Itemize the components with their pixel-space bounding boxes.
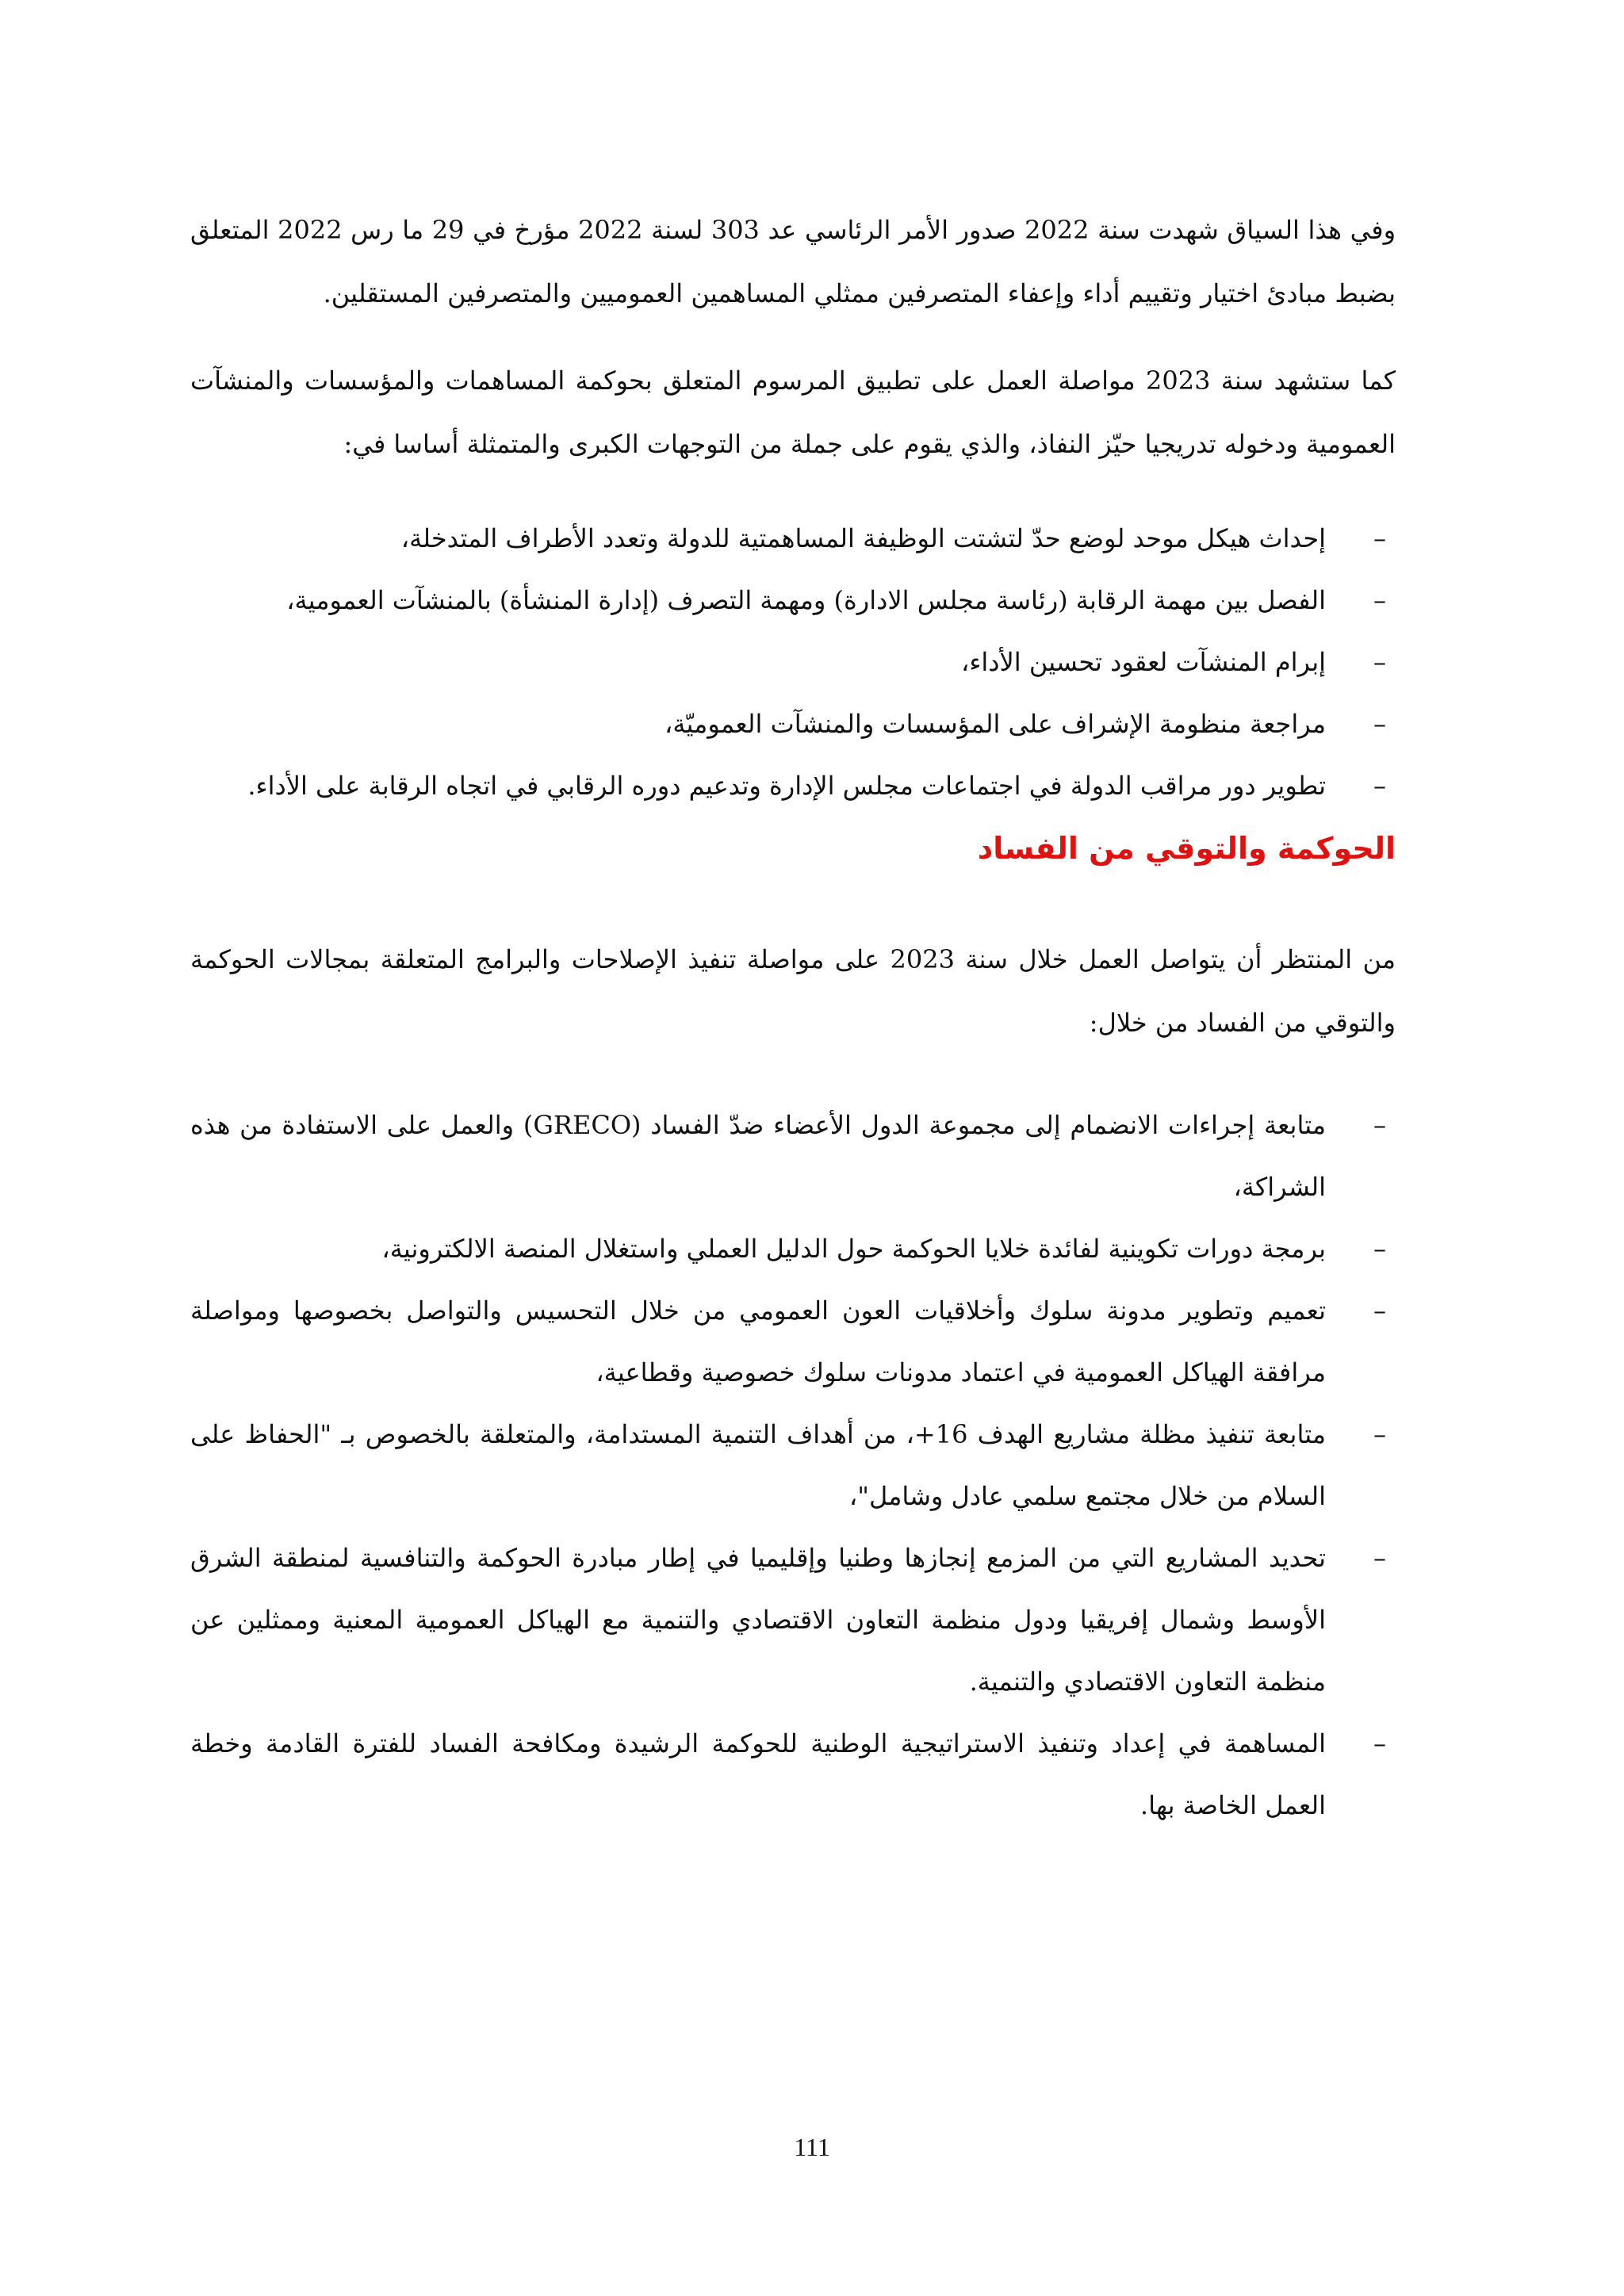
list-item-text: إبرام المنشآت لعقود تحسين الأداء، (961, 647, 1326, 677)
paragraph-governance-order: وفي هذا السياق شهدت سنة 2022 صدور الأمر الرئاسي عد 303 لسنة 2022 مؤرخ في 29 ما رس 2022 المتعلق بضبط مبادئ اختيار وتقييم أداء وإعفاء المتصرفين ممثلي المساهمين العموميين والمتصرفين المستقلين. (190, 215, 1396, 308)
anticorruption-measures-list (190, 1094, 1396, 1836)
list-item (190, 507, 1396, 569)
dash-bullet: – (1373, 771, 1386, 801)
list-item (190, 631, 1396, 693)
dash-bullet: – (1373, 585, 1386, 615)
list-item-text: تحديد المشاريع التي من المزمع إنجازها وطنيا وإقليميا في إطار مبادرة الحوكمة والتنافسية لمنطقة الشرق الأوسط وشمال إفريقيا ودول منظمة التعاون الاقتصادي والتنمية مع الهياكل العمومية المعنية وممثلين عن منظمة التعاون الاقتصادي والتنمية. (190, 1543, 1326, 1697)
list-item (190, 1712, 1396, 1836)
list-item-text: مراجعة منظومة الإشراف على المؤسسات والمنشآت العموميّة، (665, 709, 1326, 739)
dash-bullet: – (1373, 709, 1386, 739)
list-item (190, 755, 1396, 817)
paragraph-anticorruption-intro: من المنتظر أن يتواصل العمل خلال سنة 2023 على مواصلة تنفيذ الإصلاحات والبرامج المتعلقة بمجالات الحوكمة والتوقي من الفساد من خلال: (190, 944, 1396, 1038)
dash-bullet: – (1373, 1728, 1386, 1758)
dash-bullet: – (1373, 647, 1386, 677)
dash-bullet: – (1373, 1295, 1386, 1326)
list-item-text: متابعة تنفيذ مظلة مشاريع الهدف 16+، من أهداف التنمية المستدامة، والمتعلقة بالخصوص بـ "الحفاظ على السلام من خلال مجتمع سلمي عادل وشامل"، (190, 1419, 1327, 1511)
list-item (190, 1218, 1396, 1280)
page-number: 111 (794, 2133, 830, 2161)
list-item (190, 1403, 1396, 1527)
list-item-text: الفصل بين مهمة الرقابة (رئاسة مجلس الادارة) ومهمة التصرف (إدارة المنشأة) بالمنشآت العمومية، (286, 585, 1326, 615)
list-item-text: إحداث هيكل موحد لوضع حدّ لتشتت الوظيفة المساهمتية للدولة وتعدد الأطراف المتدخلة، (400, 523, 1326, 553)
dash-bullet: – (1373, 523, 1386, 553)
list-item (190, 1094, 1396, 1218)
dash-bullet: – (1373, 1543, 1386, 1573)
list-item (190, 1527, 1396, 1712)
dash-bullet: – (1373, 1419, 1386, 1449)
section-heading: الحوكمة والتوقي من الفساد (977, 831, 1396, 866)
document-page (190, 198, 1396, 1836)
list-item-text: متابعة إجراءات الانضمام إلى مجموعة الدول الأعضاء ضدّ الفساد (GRECO) والعمل على الاستفادة من هذه الشراكة، (190, 1110, 1327, 1202)
list-item (190, 693, 1396, 755)
paragraph-decree-application: كما ستشهد سنة 2023 مواصلة العمل على تطبيق المرسوم المتعلق بحوكمة المساهمات والمؤسسات والمنشآت العمومية ودخوله تدريجيا حيّز النفاذ، والذي يقوم على جملة من التوجهات الكبرى والمتمثلة أساسا في: (190, 365, 1396, 459)
orientations-list (190, 507, 1396, 817)
list-item (190, 569, 1396, 631)
list-item-text: برمجة دورات تكوينية لفائدة خلايا الحوكمة حول الدليل العملي واستغلال المنصة الالكترونية، (381, 1234, 1326, 1264)
dash-bullet: – (1373, 1110, 1386, 1140)
list-item (190, 1280, 1396, 1403)
list-item-text: تطوير دور مراقب الدولة في اجتماعات مجلس الإدارة وتدعيم دوره الرقابي في اتجاه الرقابة على الأداء. (247, 771, 1326, 801)
list-item-text: تعميم وتطوير مدونة سلوك وأخلاقيات العون العمومي من خلال التحسيس والتواصل بخصوصها ومواصلة مرافقة الهياكل العمومية في اعتماد مدونات سلوك خصوصية وقطاعية، (190, 1295, 1326, 1387)
dash-bullet: – (1373, 1234, 1386, 1264)
list-item-text: المساهمة في إعداد وتنفيذ الاستراتيجية الوطنية للحوكمة الرشيدة ومكافحة الفساد للفترة القادمة وخطة العمل الخاصة بها. (190, 1728, 1326, 1820)
